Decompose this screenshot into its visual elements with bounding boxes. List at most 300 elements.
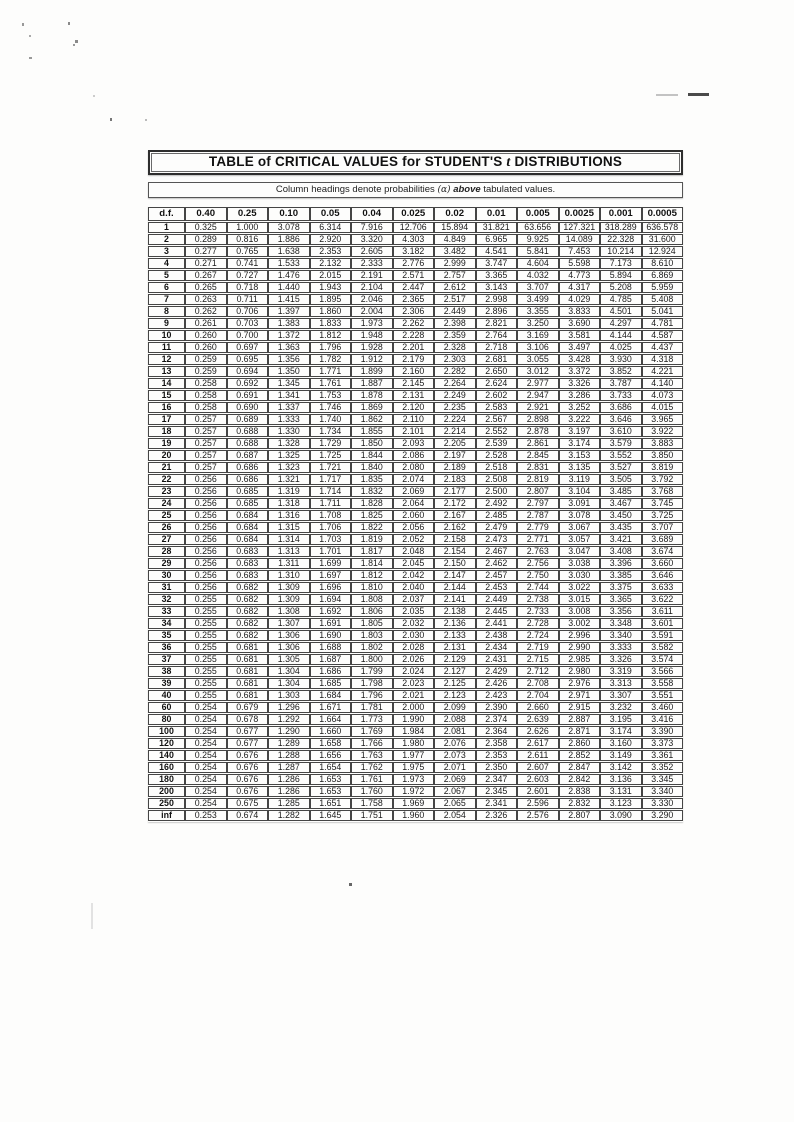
value-cell: 2.712 (517, 666, 559, 677)
table-row (148, 666, 683, 677)
scan-artifact (29, 35, 31, 37)
title-prefix: TABLE of CRITICAL VALUES for STUDENT'S (208, 154, 503, 169)
value-cell: 2.639 (517, 714, 559, 725)
value-cell: 1.372 (268, 330, 310, 341)
value-cell: 1.533 (268, 258, 310, 269)
value-cell: 2.998 (476, 294, 518, 305)
value-cell: 2.898 (517, 414, 559, 425)
value-cell: 2.602 (476, 390, 518, 401)
value-cell: 1.781 (351, 702, 393, 713)
value-cell: 2.996 (559, 630, 601, 641)
value-cell: 3.689 (642, 534, 684, 545)
value-cell: 2.333 (351, 258, 393, 269)
value-cell: 3.450 (600, 510, 642, 521)
value-cell: 1.397 (268, 306, 310, 317)
value-cell: 2.971 (559, 690, 601, 701)
column-header: 0.005 (517, 207, 559, 221)
value-cell: 0.257 (185, 426, 227, 437)
value-cell: 3.330 (642, 798, 684, 809)
value-cell: 2.282 (434, 366, 476, 377)
value-cell: 2.224 (434, 414, 476, 425)
value-cell: 2.179 (393, 354, 435, 365)
value-cell: 0.258 (185, 390, 227, 401)
value-cell: 2.228 (393, 330, 435, 341)
value-cell: 1.771 (310, 366, 352, 377)
value-cell: 1.943 (310, 282, 352, 293)
value-cell: 3.922 (642, 426, 684, 437)
value-cell: 2.262 (393, 318, 435, 329)
value-cell: 3.435 (600, 522, 642, 533)
value-cell: 2.757 (434, 270, 476, 281)
title-suffix: DISTRIBUTIONS (514, 154, 623, 169)
value-cell: 2.028 (393, 642, 435, 653)
df-cell: 20 (148, 450, 185, 461)
value-cell: 0.255 (185, 630, 227, 641)
value-cell: 0.700 (227, 330, 269, 341)
value-cell: 1.296 (268, 702, 310, 713)
value-cell: 3.574 (642, 654, 684, 665)
value-cell: 2.099 (434, 702, 476, 713)
value-cell: 1.688 (310, 642, 352, 653)
table-row (148, 678, 683, 689)
value-cell: 6.869 (642, 270, 684, 281)
value-cell: 0.682 (227, 618, 269, 629)
value-cell: 0.255 (185, 618, 227, 629)
value-cell: 1.984 (393, 726, 435, 737)
df-cell: 1 (148, 222, 185, 233)
value-cell: 2.015 (310, 270, 352, 281)
value-cell: 1.869 (351, 402, 393, 413)
value-cell: 2.030 (393, 630, 435, 641)
value-cell: 2.605 (351, 246, 393, 257)
value-cell: 0.261 (185, 318, 227, 329)
value-cell: 0.265 (185, 282, 227, 293)
value-cell: 2.052 (393, 534, 435, 545)
df-cell: 37 (148, 654, 185, 665)
subtitle-text-2: tabulated values. (483, 184, 556, 195)
value-cell: 31.600 (642, 234, 684, 245)
table-row (148, 354, 683, 365)
subtitle-box (148, 182, 683, 198)
value-cell: 4.501 (600, 306, 642, 317)
value-cell: 1.844 (351, 450, 393, 461)
value-cell: 7.173 (600, 258, 642, 269)
table-row (148, 282, 683, 293)
value-cell: 0.258 (185, 402, 227, 413)
table-row (148, 342, 683, 353)
value-cell: 2.845 (517, 450, 559, 461)
value-cell: 1.714 (310, 486, 352, 497)
value-cell: 3.579 (600, 438, 642, 449)
value-cell: 2.467 (476, 546, 518, 557)
value-cell: 3.123 (600, 798, 642, 809)
table-row (148, 750, 683, 761)
value-cell: 4.849 (434, 234, 476, 245)
value-cell: 2.624 (476, 378, 518, 389)
table-row (148, 402, 683, 413)
value-cell: 1.862 (351, 414, 393, 425)
value-cell: 31.821 (476, 222, 518, 233)
value-cell: 4.032 (517, 270, 559, 281)
table-row (148, 426, 683, 437)
scan-artifact (75, 40, 78, 43)
df-cell: 38 (148, 666, 185, 677)
value-cell: 2.158 (434, 534, 476, 545)
value-cell: 2.445 (476, 606, 518, 617)
value-cell: 0.277 (185, 246, 227, 257)
value-cell: 0.260 (185, 330, 227, 341)
value-cell: 2.353 (310, 246, 352, 257)
value-cell: 0.685 (227, 498, 269, 509)
value-cell: 1.782 (310, 354, 352, 365)
value-cell: 2.154 (434, 546, 476, 557)
value-cell: 3.091 (559, 498, 601, 509)
value-cell: 2.999 (434, 258, 476, 269)
df-cell: 4 (148, 258, 185, 269)
value-cell: 3.348 (600, 618, 642, 629)
value-cell: 2.985 (559, 654, 601, 665)
value-cell: 3.707 (517, 282, 559, 293)
value-cell: 1.860 (310, 306, 352, 317)
value-cell: 1.840 (351, 462, 393, 473)
value-cell: 2.576 (517, 810, 559, 821)
df-cell: 60 (148, 702, 185, 713)
value-cell: 3.106 (517, 342, 559, 353)
value-cell: 2.479 (476, 522, 518, 533)
value-cell: 2.101 (393, 426, 435, 437)
value-cell: 1.645 (310, 810, 352, 821)
value-cell: 0.254 (185, 726, 227, 737)
value-cell: 1.729 (310, 438, 352, 449)
value-cell: 3.252 (559, 402, 601, 413)
value-cell: 3.768 (642, 486, 684, 497)
value-cell: 1.980 (393, 738, 435, 749)
value-cell: 1.725 (310, 450, 352, 461)
table-row (148, 318, 683, 329)
value-cell: 3.160 (600, 738, 642, 749)
value-cell: 1.286 (268, 786, 310, 797)
value-cell: 2.069 (434, 774, 476, 785)
value-cell: 0.256 (185, 486, 227, 497)
value-cell: 0.765 (227, 246, 269, 257)
value-cell: 1.356 (268, 354, 310, 365)
value-cell: 2.976 (559, 678, 601, 689)
value-cell: 1.758 (351, 798, 393, 809)
value-cell: 2.365 (393, 294, 435, 305)
value-cell: 1.751 (351, 810, 393, 821)
value-cell: 2.125 (434, 678, 476, 689)
value-cell: 1.325 (268, 450, 310, 461)
value-cell: 1.476 (268, 270, 310, 281)
value-cell: 1.960 (393, 810, 435, 821)
value-cell: 5.408 (642, 294, 684, 305)
value-cell: 0.687 (227, 450, 269, 461)
value-cell: 1.701 (310, 546, 352, 557)
column-header: 0.10 (268, 207, 310, 221)
column-header: 0.05 (310, 207, 352, 221)
value-cell: 2.473 (476, 534, 518, 545)
value-cell: 3.356 (600, 606, 642, 617)
value-cell: 0.676 (227, 750, 269, 761)
value-cell: 2.132 (310, 258, 352, 269)
value-cell: 0.683 (227, 558, 269, 569)
value-cell: 0.254 (185, 762, 227, 773)
value-cell: 0.682 (227, 594, 269, 605)
value-cell: 1.899 (351, 366, 393, 377)
value-cell: 1.691 (310, 618, 352, 629)
value-cell: 4.297 (600, 318, 642, 329)
table-row (148, 438, 683, 449)
value-cell: 3.833 (559, 306, 601, 317)
table-row (148, 738, 683, 749)
value-cell: 2.871 (559, 726, 601, 737)
value-cell: 3.611 (642, 606, 684, 617)
value-cell: 1.321 (268, 474, 310, 485)
value-cell: 1.753 (310, 390, 352, 401)
value-cell: 2.205 (434, 438, 476, 449)
value-cell: 1.711 (310, 498, 352, 509)
df-cell: 32 (148, 594, 185, 605)
value-cell: 1.310 (268, 570, 310, 581)
value-cell: 2.626 (517, 726, 559, 737)
value-cell: 2.831 (517, 462, 559, 473)
value-cell: 0.688 (227, 438, 269, 449)
value-cell: 3.174 (600, 726, 642, 737)
value-cell: 0.681 (227, 642, 269, 653)
value-cell: 4.144 (600, 330, 642, 341)
value-cell: 1.928 (351, 342, 393, 353)
value-cell: 1.812 (351, 570, 393, 581)
table-row (148, 258, 683, 269)
value-cell: 1.969 (393, 798, 435, 809)
alpha-symbol: (α) (437, 185, 451, 195)
value-cell: 1.314 (268, 534, 310, 545)
table-row (148, 450, 683, 461)
table-row (148, 366, 683, 377)
value-cell: 0.271 (185, 258, 227, 269)
value-cell: 1.313 (268, 546, 310, 557)
value-cell: 0.711 (227, 294, 269, 305)
value-cell: 2.023 (393, 678, 435, 689)
value-cell: 3.030 (559, 570, 601, 581)
df-cell: 36 (148, 642, 185, 653)
value-cell: 0.686 (227, 462, 269, 473)
df-cell: 13 (148, 366, 185, 377)
value-cell: 1.286 (268, 774, 310, 785)
scan-artifact (22, 23, 24, 26)
value-cell: 0.259 (185, 354, 227, 365)
value-cell: 0.255 (185, 594, 227, 605)
value-cell: 2.787 (517, 510, 559, 521)
value-cell: 1.290 (268, 726, 310, 737)
scan-artifact (145, 119, 147, 121)
value-cell: 1.706 (310, 522, 352, 533)
value-cell: 0.686 (227, 474, 269, 485)
value-cell: 4.437 (642, 342, 684, 353)
title-box (148, 150, 683, 175)
column-header: 0.04 (351, 207, 393, 221)
value-cell: 3.008 (559, 606, 601, 617)
value-cell: 1.855 (351, 426, 393, 437)
table-row (148, 798, 683, 809)
df-cell: 6 (148, 282, 185, 293)
value-cell: 0.683 (227, 546, 269, 557)
value-cell: 1.304 (268, 678, 310, 689)
value-cell: 0.260 (185, 342, 227, 353)
value-cell: 1.817 (351, 546, 393, 557)
value-cell: 4.773 (559, 270, 601, 281)
value-cell: 3.581 (559, 330, 601, 341)
value-cell: 2.037 (393, 594, 435, 605)
df-cell: 40 (148, 690, 185, 701)
table-row (148, 726, 683, 737)
value-cell: 2.611 (517, 750, 559, 761)
value-cell: 2.398 (434, 318, 476, 329)
value-cell: 0.681 (227, 654, 269, 665)
value-cell: 2.887 (559, 714, 601, 725)
value-cell: 15.894 (434, 222, 476, 233)
value-cell: 0.254 (185, 702, 227, 713)
df-cell: 35 (148, 630, 185, 641)
value-cell: 2.201 (393, 342, 435, 353)
value-cell: 0.685 (227, 486, 269, 497)
value-cell: 2.326 (476, 810, 518, 821)
value-cell: 1.315 (268, 522, 310, 533)
value-cell: 2.390 (476, 702, 518, 713)
value-cell: 3.326 (559, 378, 601, 389)
table-row (148, 378, 683, 389)
value-cell: 2.024 (393, 666, 435, 677)
value-cell: 3.591 (642, 630, 684, 641)
df-cell: 31 (148, 582, 185, 593)
table-row (148, 786, 683, 797)
value-cell: 1.828 (351, 498, 393, 509)
value-cell: 3.067 (559, 522, 601, 533)
value-cell: 2.441 (476, 618, 518, 629)
value-cell: 2.660 (517, 702, 559, 713)
df-cell: 33 (148, 606, 185, 617)
value-cell: 3.745 (642, 498, 684, 509)
value-cell: 0.677 (227, 726, 269, 737)
value-cell: 1.886 (268, 234, 310, 245)
value-cell: 3.149 (600, 750, 642, 761)
value-cell: 127.321 (559, 222, 601, 233)
table-row (148, 594, 683, 605)
value-cell: 14.089 (559, 234, 601, 245)
df-cell: 17 (148, 414, 185, 425)
value-cell: 4.025 (600, 342, 642, 353)
value-cell: 4.781 (642, 318, 684, 329)
column-header: 0.0025 (559, 207, 601, 221)
value-cell: 2.719 (517, 642, 559, 653)
value-cell: 1.653 (310, 774, 352, 785)
column-header: 0.025 (393, 207, 435, 221)
value-cell: 1.717 (310, 474, 352, 485)
value-cell: 2.596 (517, 798, 559, 809)
df-cell: 28 (148, 546, 185, 557)
value-cell: 2.328 (434, 342, 476, 353)
value-cell: 1.345 (268, 378, 310, 389)
value-cell: 3.610 (600, 426, 642, 437)
value-cell: 2.364 (476, 726, 518, 737)
value-cell: 1.654 (310, 762, 352, 773)
value-cell: 0.684 (227, 522, 269, 533)
value-cell: 0.259 (185, 366, 227, 377)
df-cell: 12 (148, 354, 185, 365)
value-cell: 1.825 (351, 510, 393, 521)
value-cell: 7.916 (351, 222, 393, 233)
value-cell: 1.692 (310, 606, 352, 617)
value-cell: 0.694 (227, 366, 269, 377)
df-cell: 8 (148, 306, 185, 317)
table-row (148, 618, 683, 629)
value-cell: 0.255 (185, 642, 227, 653)
value-cell: 1.440 (268, 282, 310, 293)
page-title (151, 153, 680, 172)
value-cell: 2.088 (434, 714, 476, 725)
value-cell: 1.671 (310, 702, 352, 713)
value-cell: 3.365 (600, 594, 642, 605)
table-row (148, 498, 683, 509)
value-cell: 1.977 (393, 750, 435, 761)
value-cell: 3.733 (600, 390, 642, 401)
value-cell: 2.920 (310, 234, 352, 245)
value-cell: 3.792 (642, 474, 684, 485)
value-cell: 1.653 (310, 786, 352, 797)
value-cell: 3.333 (600, 642, 642, 653)
value-cell: 2.350 (476, 762, 518, 773)
value-cell: 1.798 (351, 678, 393, 689)
value-cell: 2.074 (393, 474, 435, 485)
value-cell: 2.861 (517, 438, 559, 449)
df-cell: 29 (148, 558, 185, 569)
value-cell: 2.724 (517, 630, 559, 641)
value-cell: 2.093 (393, 438, 435, 449)
table-row (148, 486, 683, 497)
value-cell: 2.046 (351, 294, 393, 305)
value-cell: 1.000 (227, 222, 269, 233)
value-cell: 3.131 (600, 786, 642, 797)
value-cell: 2.123 (434, 690, 476, 701)
value-cell: 1.990 (393, 714, 435, 725)
value-cell: 3.485 (600, 486, 642, 497)
df-cell: 7 (148, 294, 185, 305)
value-cell: 1.685 (310, 678, 352, 689)
value-cell: 1.305 (268, 654, 310, 665)
value-cell: 1.812 (310, 330, 352, 341)
value-cell: 3.633 (642, 582, 684, 593)
value-cell: 1.307 (268, 618, 310, 629)
value-cell: 0.256 (185, 510, 227, 521)
column-header: 0.01 (476, 207, 518, 221)
value-cell: 0.258 (185, 378, 227, 389)
value-cell: 1.799 (351, 666, 393, 677)
column-header: 0.25 (227, 207, 269, 221)
value-cell: 3.361 (642, 750, 684, 761)
value-cell: 1.292 (268, 714, 310, 725)
df-cell: 34 (148, 618, 185, 629)
value-cell: 0.727 (227, 270, 269, 281)
value-cell: 3.622 (642, 594, 684, 605)
value-cell: 1.948 (351, 330, 393, 341)
df-cell: 100 (148, 726, 185, 737)
value-cell: 3.222 (559, 414, 601, 425)
table-row (148, 546, 683, 557)
value-cell: 3.460 (642, 702, 684, 713)
value-cell: 1.651 (310, 798, 352, 809)
value-cell: 2.189 (434, 462, 476, 473)
value-cell: 0.256 (185, 534, 227, 545)
